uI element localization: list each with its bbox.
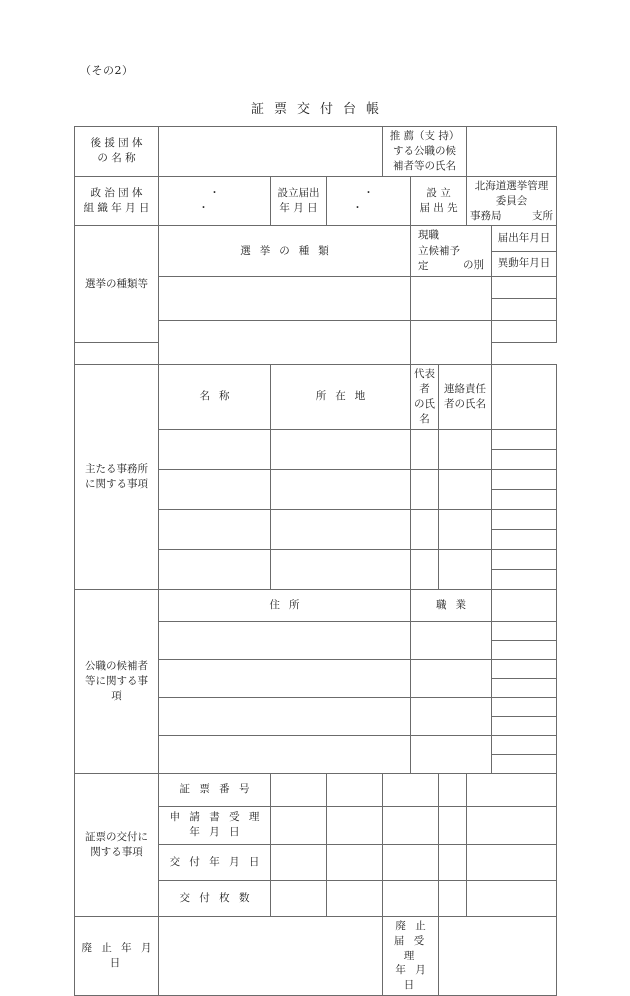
candidate-address-value[interactable] bbox=[159, 735, 411, 773]
abolition-receipt-label-line1: 廃 止 届 受 理 bbox=[393, 919, 429, 962]
office-date-header bbox=[492, 365, 557, 430]
candidate-date-value-a[interactable] bbox=[492, 735, 557, 754]
notice-destination-bureau: 事務局 bbox=[470, 209, 502, 222]
office-rep-value[interactable] bbox=[411, 429, 439, 469]
office-name-value[interactable] bbox=[159, 549, 271, 589]
election-section-label: 選挙の種類等 bbox=[75, 226, 159, 343]
candidate-header-row bbox=[75, 589, 557, 621]
election-notice-date-value[interactable] bbox=[492, 277, 557, 299]
candidate-address-value[interactable] bbox=[159, 697, 411, 735]
abolition-date-label: 廃 止 年 月 日 bbox=[75, 916, 159, 996]
candidate-occupation-value[interactable] bbox=[411, 621, 492, 659]
abolition-date-value[interactable] bbox=[159, 916, 383, 996]
election-status-label-line2: 立候補予定 bbox=[418, 244, 461, 272]
office-date-value-b[interactable] bbox=[492, 489, 557, 509]
certificate-number-cell[interactable] bbox=[439, 773, 467, 806]
abolition-receipt-label bbox=[383, 916, 439, 996]
issue-count-label: 交 付 枚 数 bbox=[159, 880, 271, 916]
office-name-value[interactable] bbox=[159, 469, 271, 509]
election-date-header-line1: 届出年月日 bbox=[492, 226, 557, 251]
establish-notice-label-line2: 年 月 日 bbox=[279, 202, 318, 215]
notice-destination-value[interactable] bbox=[467, 176, 557, 226]
election-status-label-line1: 現職 bbox=[418, 229, 440, 242]
election-status-value[interactable] bbox=[411, 321, 492, 365]
establish-notice-value[interactable]: ・ ・ bbox=[327, 176, 411, 226]
application-receipt-label-line1: 申 請 書 受 理 bbox=[169, 811, 263, 824]
recommended-candidate-label-line1: 推 薦（支 持） bbox=[389, 130, 460, 142]
certificate-section-label-line2: 関する事項 bbox=[90, 845, 143, 858]
issue-date-cell[interactable] bbox=[383, 844, 439, 880]
issue-count-cell[interactable] bbox=[439, 880, 467, 916]
abolition-receipt-label-line2: 年 月 日 bbox=[395, 964, 429, 992]
election-type-header: 選挙の種類 bbox=[159, 226, 411, 277]
candidate-date-value-a[interactable] bbox=[492, 621, 557, 640]
office-rep-header-line1: 代表者 bbox=[414, 368, 436, 395]
certificate-row bbox=[75, 773, 557, 806]
election-type-value[interactable] bbox=[159, 321, 411, 365]
office-rep-value[interactable] bbox=[411, 549, 439, 589]
office-address-value[interactable] bbox=[271, 549, 411, 589]
office-rep-header-line2: の氏名 bbox=[414, 397, 436, 425]
org-date-value[interactable]: ・ ・ bbox=[159, 176, 271, 226]
establish-notice-label bbox=[271, 176, 327, 226]
office-header-row bbox=[75, 365, 557, 430]
application-receipt-cell[interactable] bbox=[467, 806, 557, 844]
support-group-name-label bbox=[75, 127, 159, 177]
page-title: 証票交付台帳 bbox=[250, 102, 389, 117]
support-group-name-label-line1: 後 援 団 体 bbox=[90, 137, 143, 150]
office-rep-value[interactable] bbox=[411, 469, 439, 509]
candidate-address-header: 住所 bbox=[159, 589, 411, 621]
recommended-candidate-label-line3: 補者等の氏名 bbox=[393, 159, 457, 172]
office-contact-value[interactable] bbox=[439, 509, 492, 549]
election-status-header bbox=[411, 226, 492, 277]
office-section-label-line1: 主たる事務所 bbox=[85, 463, 148, 475]
notice-destination-label-line1: 設 立 bbox=[426, 187, 451, 200]
abolition-row bbox=[75, 916, 557, 996]
office-address-value[interactable] bbox=[271, 429, 411, 469]
election-status-value[interactable] bbox=[411, 277, 492, 321]
office-date-value-a[interactable] bbox=[492, 549, 557, 569]
office-date-value-b[interactable] bbox=[492, 569, 557, 589]
candidate-date-value-b[interactable] bbox=[492, 754, 557, 773]
office-name-value[interactable] bbox=[159, 509, 271, 549]
sub-label: （その2） bbox=[80, 64, 134, 77]
recommended-candidate-label-line2: する公職の候 bbox=[393, 144, 457, 157]
office-name-header: 名称 bbox=[159, 365, 271, 430]
office-date-value-a[interactable] bbox=[492, 469, 557, 489]
application-receipt-label-line2: 年 月 日 bbox=[189, 826, 243, 839]
org-date-label-line1: 政 治 団 体 bbox=[90, 187, 143, 200]
office-contact-value[interactable] bbox=[439, 549, 492, 589]
candidate-date-header bbox=[492, 589, 557, 621]
office-address-header: 所在地 bbox=[271, 365, 411, 430]
office-section-label-line2: に関する事項 bbox=[85, 477, 148, 490]
certificate-number-label: 証 票 番 号 bbox=[159, 773, 271, 806]
abolition-receipt-value[interactable] bbox=[439, 916, 557, 996]
certificate-number-cell[interactable] bbox=[383, 773, 439, 806]
issue-date-label: 交 付 年 月 日 bbox=[159, 844, 271, 880]
establish-notice-label-line1: 設立届出 bbox=[277, 187, 320, 200]
certificate-number-cell[interactable] bbox=[271, 773, 327, 806]
application-receipt-cell[interactable] bbox=[327, 806, 383, 844]
application-receipt-cell[interactable] bbox=[439, 806, 467, 844]
support-group-name-label-line2: の 名 称 bbox=[97, 152, 136, 165]
application-receipt-label bbox=[159, 806, 271, 844]
issue-count-cell[interactable] bbox=[383, 880, 439, 916]
certificate-number-cell[interactable] bbox=[327, 773, 383, 806]
candidate-address-value[interactable] bbox=[159, 659, 411, 697]
election-notice-date-value[interactable] bbox=[492, 321, 557, 343]
office-contact-header bbox=[439, 365, 492, 430]
candidate-section-label-line1: 公職の候補者 bbox=[85, 659, 148, 672]
support-group-name-value[interactable] bbox=[159, 127, 383, 177]
office-date-value-b[interactable] bbox=[492, 449, 557, 469]
issue-date-cell[interactable] bbox=[439, 844, 467, 880]
candidate-occupation-value[interactable] bbox=[411, 697, 492, 735]
candidate-occupation-header: 職業 bbox=[411, 589, 492, 621]
org-date-label bbox=[75, 176, 159, 226]
notice-destination-line1: 北海道選挙管理委員会 bbox=[474, 179, 549, 207]
office-name-value[interactable] bbox=[159, 429, 271, 469]
candidate-date-value-b[interactable] bbox=[492, 716, 557, 735]
recommended-candidate-label bbox=[383, 127, 467, 177]
certificate-number-cell[interactable] bbox=[467, 773, 557, 806]
office-address-value[interactable] bbox=[271, 509, 411, 549]
office-rep-value[interactable] bbox=[411, 509, 439, 549]
application-receipt-cell[interactable] bbox=[383, 806, 439, 844]
certificate-ledger-table bbox=[74, 126, 557, 996]
election-change-date-value[interactable] bbox=[492, 299, 557, 321]
issue-count-cell[interactable] bbox=[467, 880, 557, 916]
issue-count-cell[interactable] bbox=[327, 880, 383, 916]
candidate-occupation-value[interactable] bbox=[411, 735, 492, 773]
office-rep-header bbox=[411, 365, 439, 430]
candidate-section-label bbox=[75, 589, 159, 773]
office-contact-value[interactable] bbox=[439, 469, 492, 509]
org-date-label-line2: 組 織 年 月 日 bbox=[83, 202, 150, 215]
office-date-value-a[interactable] bbox=[492, 429, 557, 449]
issue-date-cell[interactable] bbox=[271, 844, 327, 880]
candidate-date-value-b[interactable] bbox=[492, 678, 557, 697]
candidate-occupation-value[interactable] bbox=[411, 659, 492, 697]
office-date-value-b[interactable] bbox=[492, 529, 557, 549]
issue-date-cell[interactable] bbox=[467, 844, 557, 880]
candidate-section-label-line2: 等に関する事 bbox=[85, 674, 148, 687]
application-receipt-cell[interactable] bbox=[271, 806, 327, 844]
candidate-section-label-line3: 項 bbox=[111, 689, 122, 702]
candidate-date-value-b[interactable] bbox=[492, 640, 557, 659]
candidate-date-value-a[interactable] bbox=[492, 659, 557, 678]
office-contact-value[interactable] bbox=[439, 429, 492, 469]
office-date-value-a[interactable] bbox=[492, 509, 557, 529]
election-change-date-value[interactable] bbox=[75, 343, 159, 365]
certificate-section-label bbox=[75, 773, 159, 916]
office-section-label bbox=[75, 365, 159, 590]
issue-count-cell[interactable] bbox=[271, 880, 327, 916]
election-status-suffix: の別 bbox=[463, 259, 485, 272]
election-type-value[interactable] bbox=[159, 277, 411, 321]
office-address-value[interactable] bbox=[271, 469, 411, 509]
certificate-section-label-line1: 証票の交付に bbox=[85, 830, 148, 843]
notice-destination-branch: 支所 bbox=[532, 209, 554, 222]
election-date-header-line2: 異動年月日 bbox=[492, 251, 557, 276]
office-contact-header-line2: 者の氏名 bbox=[444, 397, 487, 410]
notice-destination-label bbox=[411, 176, 467, 226]
political-group-row bbox=[75, 176, 557, 226]
candidate-address-value[interactable] bbox=[159, 621, 411, 659]
recommended-candidate-value[interactable] bbox=[467, 127, 557, 177]
candidate-date-value-a[interactable] bbox=[492, 697, 557, 716]
issue-date-cell[interactable] bbox=[327, 844, 383, 880]
office-contact-header-line1: 連絡責任 bbox=[444, 383, 487, 395]
notice-destination-label-line2: 届 出 先 bbox=[419, 202, 458, 215]
election-header-row bbox=[75, 226, 557, 251]
